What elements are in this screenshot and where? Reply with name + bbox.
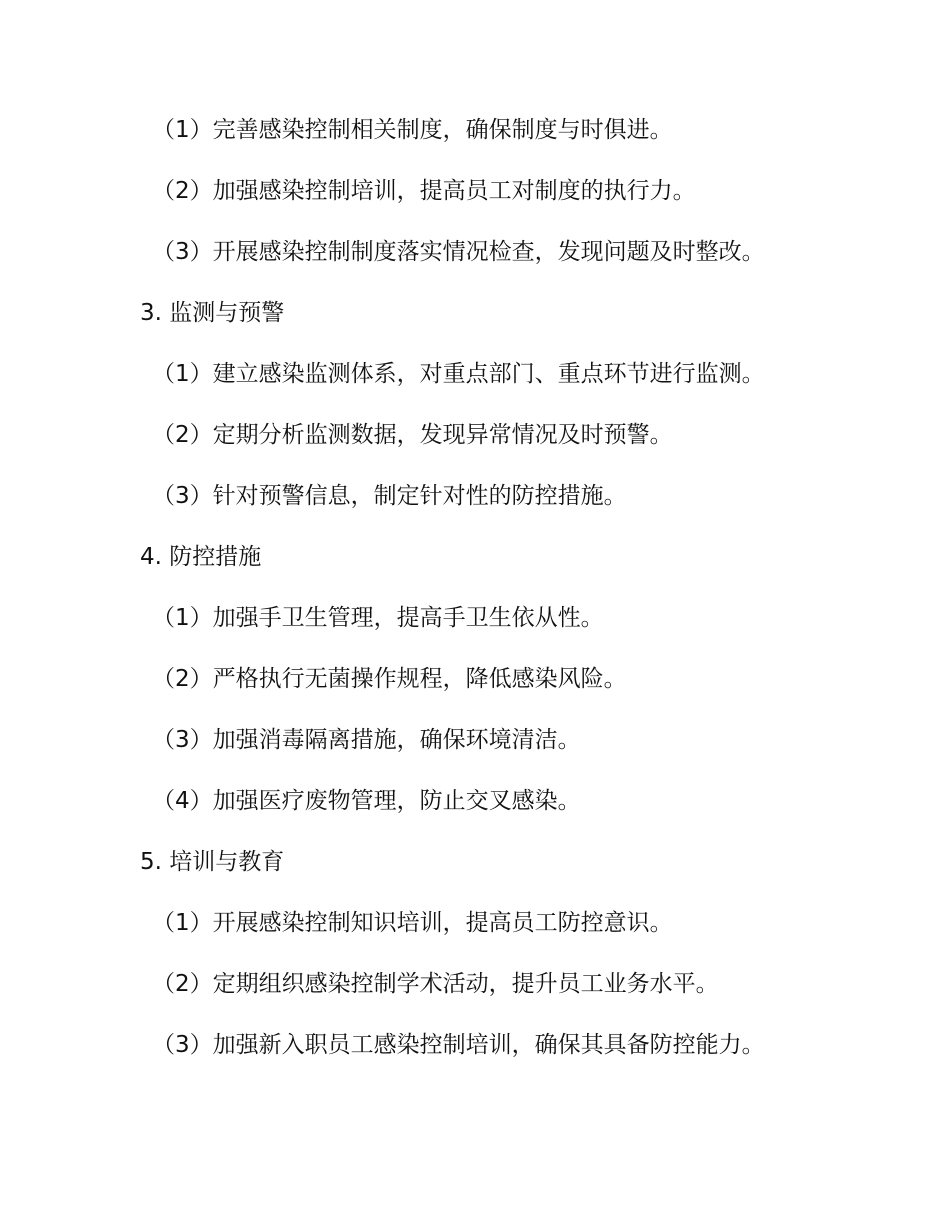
list-item: （2）定期分析监测数据，发现异常情况及时预警。 bbox=[152, 422, 673, 448]
section-heading: 5. 培训与教育 bbox=[140, 849, 285, 875]
section-heading: 4. 防控措施 bbox=[140, 544, 262, 570]
list-item: （2）加强感染控制培训，提高员工对制度的执行力。 bbox=[152, 178, 696, 204]
list-item: （2）严格执行无菌操作规程，降低感染风险。 bbox=[152, 666, 627, 692]
list-item: （1）建立感染监测体系，对重点部门、重点环节进行监测。 bbox=[152, 361, 765, 387]
list-item: （1）完善感染控制相关制度，确保制度与时俱进。 bbox=[152, 117, 673, 143]
list-item: （3）加强新入职员工感染控制培训，确保其具备防控能力。 bbox=[152, 1032, 765, 1058]
list-item: （1）开展感染控制知识培训，提高员工防控意识。 bbox=[152, 910, 673, 936]
list-item: （2）定期组织感染控制学术活动，提升员工业务水平。 bbox=[152, 971, 719, 997]
list-item: （1）加强手卫生管理，提高手卫生依从性。 bbox=[152, 605, 604, 631]
section-heading: 3. 监测与预警 bbox=[140, 300, 285, 326]
list-item: （3）针对预警信息，制定针对性的防控措施。 bbox=[152, 483, 627, 509]
list-item: （3）加强消毒隔离措施，确保环境清洁。 bbox=[152, 727, 581, 753]
list-item: （4）加强医疗废物管理，防止交叉感染。 bbox=[152, 788, 581, 814]
list-item: （3）开展感染控制制度落实情况检查，发现问题及时整改。 bbox=[152, 239, 765, 265]
